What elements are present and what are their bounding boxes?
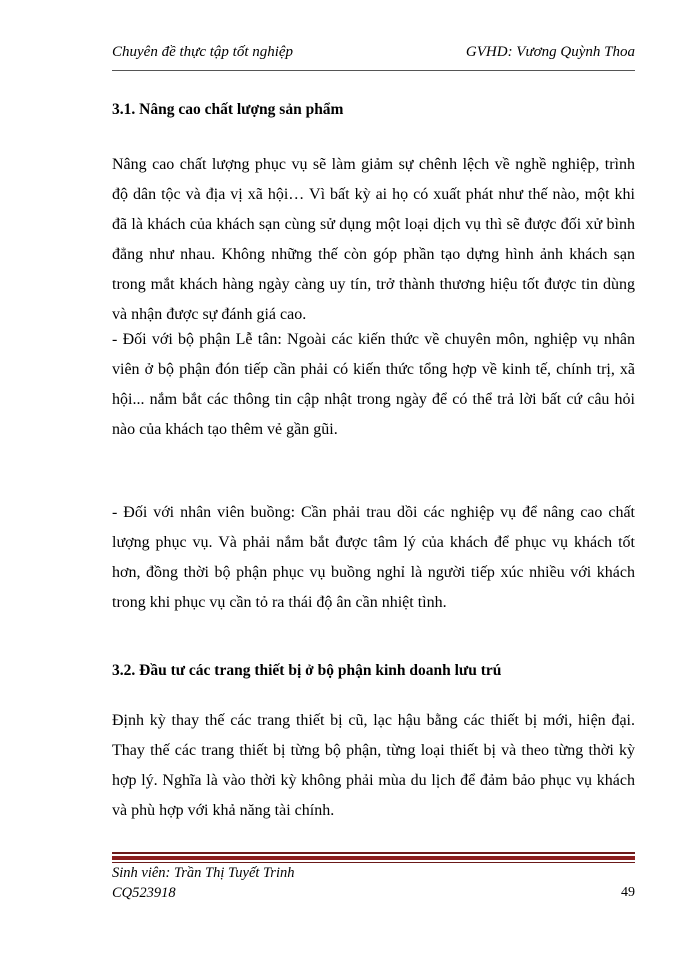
paragraph-line: viên ở bộ phận đón tiếp cần phải có kiến thức tổng hợp về kinh tế, chính trị, xã xyxy=(112,361,635,378)
paragraph-line: - Đối với bộ phận Lễ tân: Ngoài các kiến thức về chuyên môn, nghiệp vụ nhân xyxy=(112,331,635,348)
header-divider xyxy=(112,70,635,71)
section-3-1-heading: 3.1. Nâng cao chất lượng sản phẩm xyxy=(112,101,344,118)
paragraph-line: Thay thế các trang thiết bị từng bộ phận, từng loại thiết bị và theo từng thời kỳ xyxy=(112,742,635,759)
header-report-title: Chuyên đề thực tập tốt nghiệp xyxy=(112,44,294,60)
paragraph-line: và nhận được sự đánh giá cao. xyxy=(112,306,307,323)
paragraph-line: đẳng như nhau. Không những thế còn góp phần tạo dựng hình ảnh khách sạn xyxy=(112,246,635,263)
footer-divider-thick xyxy=(112,856,635,860)
paragraph-line: Nâng cao chất lượng phục vụ sẽ làm giảm sự chênh lệch về nghề nghiệp, trình xyxy=(112,156,635,173)
footer-divider-bottom xyxy=(112,862,635,863)
header-advisor: GVHD: Vương Quỳnh Thoa xyxy=(465,44,635,60)
footer-student-code: CQ523918 xyxy=(112,885,176,901)
section-3-1-paragraph-1 xyxy=(112,150,635,330)
paragraph-line: đã là khách của khách sạn cùng sử dụng một loại dịch vụ thì sẽ được đối xử bình xyxy=(112,216,635,233)
paragraph-line: hợp lý. Nghĩa là vào thời kỳ không phải mùa du lịch để đảm bảo phục vụ khách xyxy=(112,772,635,789)
paragraph-line: nào của khách tạo thêm vẻ gần gũi. xyxy=(112,421,338,438)
section-3-2-heading: 3.2. Đầu tư các trang thiết bị ở bộ phận kinh doanh lưu trú xyxy=(112,662,502,679)
section-3-1-paragraph-housekeeping xyxy=(112,498,635,618)
section-3-1-paragraph-reception xyxy=(112,325,635,445)
page-number: 49 xyxy=(621,885,635,900)
page-footer xyxy=(112,865,635,915)
paragraph-line: hội... nắm bắt các thông tin cập nhật trong ngày để có thể trả lời bất cứ câu hỏi xyxy=(112,391,635,408)
page-header xyxy=(112,44,635,66)
paragraph-line: lượng phục vụ. Và phải nắm bắt được tâm lý của khách để phục vụ khách tốt xyxy=(112,534,635,551)
paragraph-line: hơn, đồng thời bộ phận phục vụ buồng nghỉ là người tiếp xúc nhiều với khách xyxy=(112,564,635,581)
paragraph-line: trong khi phục vụ cần tỏ ra thái độ ân cần nhiệt tình. xyxy=(112,594,447,611)
footer-student-name: Sinh viên: Trần Thị Tuyết Trinh xyxy=(112,865,295,881)
section-3-2-paragraph-1 xyxy=(112,706,635,826)
paragraph-line: và phù hợp với khả năng tài chính. xyxy=(112,802,335,819)
paragraph-line: độ dân tộc và địa vị xã hội… Vì bất kỳ ai họ có xuất phát như thế nào, một khi xyxy=(112,186,635,203)
footer-divider-top xyxy=(112,852,635,854)
paragraph-line: trong mắt khách hàng ngày càng uy tín, trở thành thương hiệu tốt được tin dùng xyxy=(112,276,635,293)
paragraph-line: - Đối với nhân viên buồng: Cần phải trau dồi các nghiệp vụ để nâng cao chất xyxy=(112,504,635,521)
paragraph-line: Định kỳ thay thế các trang thiết bị cũ, lạc hậu bằng các thiết bị mới, hiện đại. xyxy=(112,712,635,729)
